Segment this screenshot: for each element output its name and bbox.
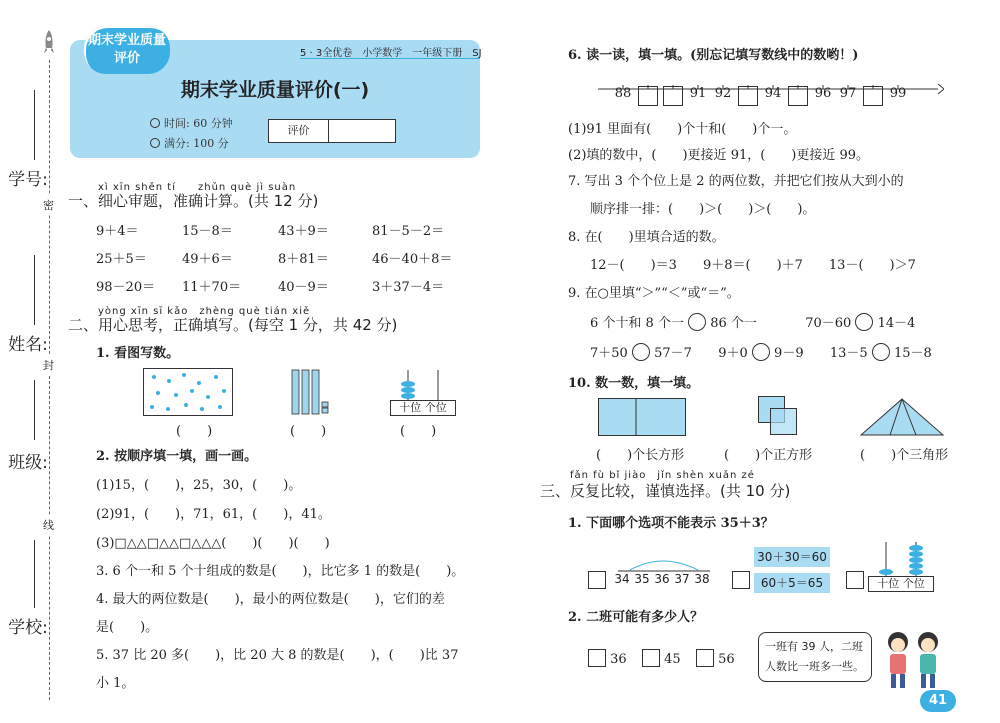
compare-circle[interactable] [752, 343, 770, 361]
q9-expr: 7＋50 [590, 346, 628, 361]
q1-text: 1. 看图写数。 [96, 346, 180, 361]
triangle-figure [860, 398, 944, 436]
sec2-title: 二、用心思考，正确填写。(每空 1 分，共 42 分) [68, 316, 398, 334]
check-icon [150, 138, 160, 148]
calc-item[interactable]: 43＋9＝ [278, 224, 329, 239]
series-label: 5 · 3全优卷 小学数学 一年级下册 SJ [300, 48, 482, 59]
score-info: 满分: 100 分 [150, 135, 229, 151]
q6b-text: (2)填的数中，( )更接近 91，( )更接近 99。 [568, 148, 870, 163]
abacus-picture [390, 368, 456, 416]
option-c-checkbox[interactable] [846, 570, 864, 589]
student-id-label: 学号: [8, 170, 48, 190]
rectangle-figure [598, 398, 686, 436]
option-label: 45 [664, 652, 681, 667]
q5b-text: 小 1。 [96, 676, 135, 691]
sec3-pinyin: fǎn fù bǐ jiào jǐn shèn xuǎn zé [570, 470, 755, 481]
calc-item[interactable]: 46－40＋8＝ [372, 252, 453, 267]
q9-row1 [590, 312, 915, 331]
q8a-text: 12－( )＝3 9＋8＝( )＋7 13－( )＞7 [590, 258, 916, 273]
time-info: 时间: 60 分钟 [150, 115, 233, 131]
number-label: 88 [614, 86, 632, 101]
evaluation-box[interactable] [268, 119, 396, 143]
calc-item[interactable]: 81－5－2＝ [372, 224, 445, 239]
clock-icon [150, 118, 160, 128]
q9-expr: 14－4 [877, 316, 916, 331]
option-checkbox[interactable] [696, 649, 714, 667]
class-line [34, 380, 35, 440]
children-illustration [878, 628, 948, 690]
ruler-figure [612, 552, 712, 588]
option-checkbox[interactable] [642, 649, 660, 667]
calc-item[interactable]: 40－9＝ [278, 280, 329, 295]
compare-circle[interactable] [632, 343, 650, 361]
abacus-label: 十位 个位 [390, 400, 456, 416]
q7a-text: 7. 写出 3 个个位上是 2 的两位数，并把它们按从大到小的 [568, 174, 904, 189]
option-label: 56 [718, 652, 735, 667]
q8-text: 8. 在( )里填合适的数。 [568, 230, 725, 245]
option-b-checkbox[interactable] [732, 570, 750, 589]
q6-text: 6. 读一读，填一填。(别忘记填写数线中的数哟！) [568, 48, 859, 63]
student-id-line [34, 90, 35, 160]
q10c-text: ( )个三角形 [860, 448, 949, 463]
equation-1: 30＋30＝60 [754, 547, 830, 567]
number-blank[interactable] [662, 86, 684, 106]
q9-expr: 86 个一 [710, 316, 757, 331]
sec1-title: 一、细心审题，准确计算。(共 12 分) [68, 192, 319, 210]
s3-q2-options [588, 648, 758, 667]
calc-item[interactable]: 11＋70＝ [182, 280, 242, 295]
q4b-text: 是( )。 [96, 620, 159, 635]
ruler-label: 35 [634, 572, 650, 586]
calc-item[interactable]: 25＋5＝ [96, 252, 147, 267]
number-label: 99 [889, 86, 907, 101]
sticks-picture [288, 368, 332, 416]
q9-expr: 9－9 [774, 346, 804, 361]
s3-q1-text: 1. 下面哪个选项不能表示 35＋3？ [568, 516, 774, 531]
square-figure [758, 396, 798, 436]
binding-line [49, 60, 50, 700]
q9-text: 9. 在○里填“＞”“＜”或“＝”。 [568, 286, 740, 301]
option-item[interactable] [588, 649, 642, 667]
q1-answer-1[interactable]: ( ) [176, 424, 213, 439]
name-line [34, 255, 35, 325]
q5a-text: 5. 37 比 20 多( )，比 20 大 8 的数是( )，( )比 37 [96, 648, 459, 663]
sec1-pinyin: xì xīn shěn tí zhǔn què jì suàn [98, 182, 297, 193]
exam-badge: 期末学业质量评价 [84, 26, 170, 74]
number-line-labels [612, 86, 942, 108]
calc-item[interactable]: 98－20＝ [96, 280, 156, 295]
q4a-text: 4. 最大的两位数是( )，最小的两位数是( )，它们的差 [96, 592, 445, 607]
q10a-text: ( )个长方形 [596, 448, 685, 463]
page-number: 41 [920, 690, 956, 712]
s3-q2-text: 2. 二班可能有多少人？ [568, 610, 704, 625]
number-blank[interactable] [737, 86, 759, 106]
abacus-label-2: 十位 个位 [868, 576, 934, 592]
ruler-label: 37 [674, 572, 690, 586]
ruler-label: 34 [614, 572, 630, 586]
number-blank[interactable] [862, 86, 884, 106]
calc-item[interactable]: 9＋4＝ [96, 224, 139, 239]
calc-item[interactable]: 8＋81＝ [278, 252, 329, 267]
speech-bubble [758, 632, 872, 682]
q9-expr: 13－5 [829, 346, 868, 361]
equation-2: 60＋5＝65 [754, 573, 830, 593]
sec3-title: 三、反复比较，谨慎选择。(共 10 分) [540, 482, 791, 500]
q2b-text: (2)91，( )，71，61，( )，41。 [96, 507, 331, 522]
q2c-text: (3)□△△□△△□△△△( )( )( ) [96, 536, 330, 551]
page-title: 期末学业质量评价(一) [180, 79, 370, 101]
calc-item[interactable]: 15－8＝ [182, 224, 233, 239]
binding-mark-mi: 密 [43, 195, 54, 215]
rocket-icon [42, 30, 56, 54]
dots-picture [143, 368, 233, 416]
class-label: 班级: [8, 453, 48, 473]
stars-icon [144, 369, 232, 415]
q9-expr: 9＋0 [718, 346, 748, 361]
q10b-text: ( )个正方形 [724, 448, 813, 463]
ruler-label: 36 [654, 572, 670, 586]
option-item[interactable] [642, 649, 696, 667]
compare-circle[interactable] [855, 313, 873, 331]
sec2-pinyin: yòng xīn sī kǎo zhèng què tián xiě [98, 306, 311, 317]
option-checkbox[interactable] [588, 649, 606, 667]
speech-line-2: 人数比一班多一些。 [765, 660, 864, 673]
option-label: 36 [610, 652, 627, 667]
option-a-checkbox[interactable] [588, 570, 606, 589]
q2a-text: (1)15，( )，25，30，( )。 [96, 478, 302, 493]
number-blank[interactable] [637, 86, 659, 106]
school-line [34, 540, 35, 608]
q3-text: 3. 6 个一和 5 个十组成的数是( )，比它多 1 的数是( )。 [96, 564, 465, 579]
q10-text: 10. 数一数，填一填。 [568, 376, 700, 391]
q9-expr: 70－60 [805, 316, 852, 331]
number-blank[interactable] [787, 86, 809, 106]
q1-answer-2[interactable]: ( ) [290, 424, 327, 439]
number-label: 92 [714, 86, 732, 101]
evaluation-label: 评价 [269, 120, 329, 142]
name-label: 姓名: [8, 335, 48, 355]
number-label: 96 [814, 86, 832, 101]
q7b-text: 顺序排一排：( )＞( )＞( )。 [590, 202, 816, 217]
q9-row2 [590, 342, 932, 361]
abacus-picture-2 [868, 540, 934, 592]
number-label: 91 [689, 86, 707, 101]
q9-expr: 15－8 [893, 346, 932, 361]
q9-expr: 6 个十和 8 个一 [590, 316, 684, 331]
number-label: 97 [839, 86, 857, 101]
ruler-label: 38 [694, 572, 710, 586]
q9-expr: 57－7 [654, 346, 692, 361]
q2-text: 2. 按顺序填一填，画一画。 [96, 449, 258, 464]
binding-mark-xian: 线 [43, 515, 54, 535]
binding-mark-feng: 封 [43, 355, 54, 375]
school-label: 学校: [8, 618, 48, 638]
q6a-text: (1)91 里面有( )个十和( )个一。 [568, 122, 797, 137]
option-item[interactable] [696, 649, 750, 667]
calc-item[interactable]: 49＋6＝ [182, 252, 233, 267]
number-label: 94 [764, 86, 782, 101]
q1-answer-3[interactable]: ( ) [400, 424, 437, 439]
series-rule [300, 58, 480, 59]
compare-circle[interactable] [872, 343, 890, 361]
calc-item[interactable]: 3＋37－4＝ [372, 280, 445, 295]
compare-circle[interactable] [688, 313, 706, 331]
speech-line-1: 一班有 39 人，二班 [765, 640, 863, 653]
